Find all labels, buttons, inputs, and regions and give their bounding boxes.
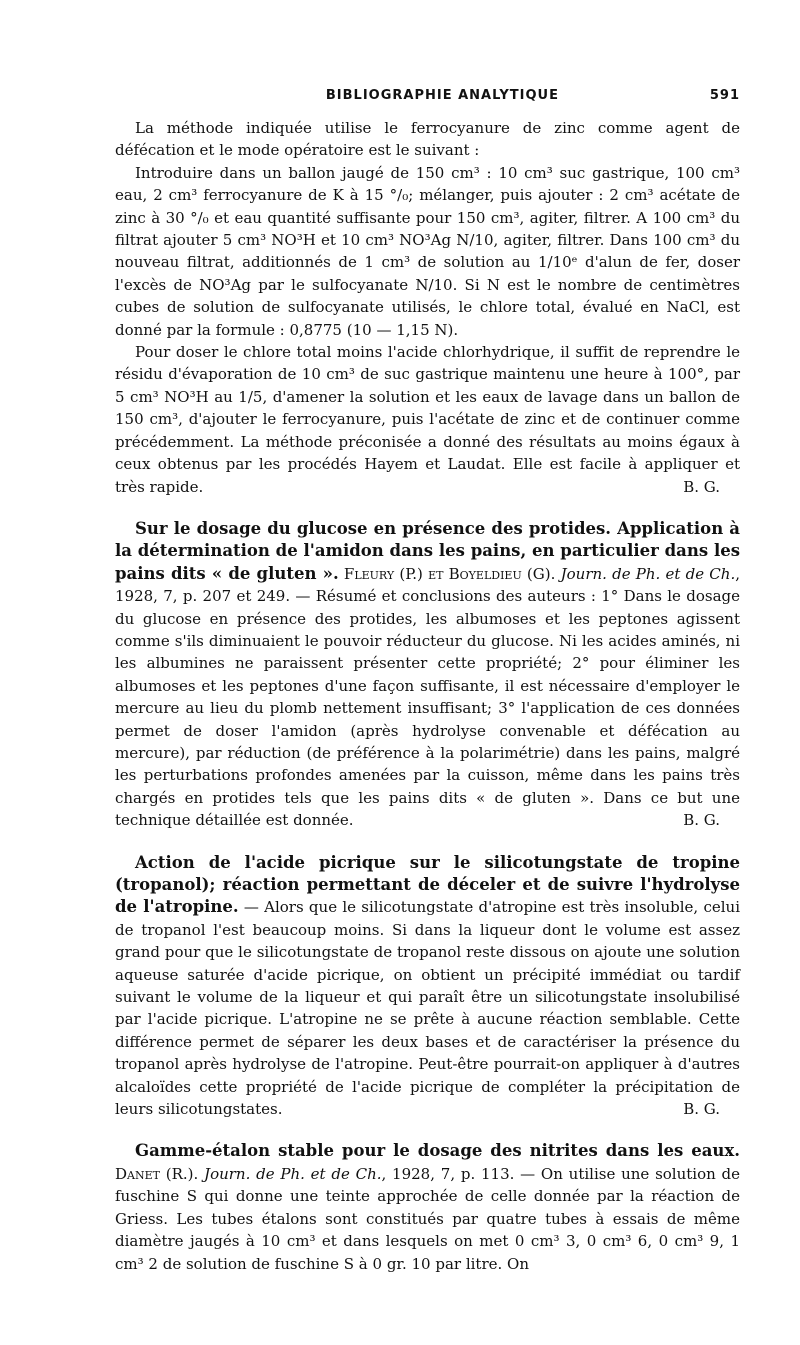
document-page xyxy=(115,88,740,1275)
authors: Fleury (P.) et Boyeldieu (G). xyxy=(343,564,556,583)
paragraph-procedure: Introduire dans un ballon jaugé de 150 cm³ : 10 cm³ suc gastrique, 100 cm³ eau, 2 cm³ ferrocyanure de K à 15 °/₀; mélanger, puis ajouter : 2 cm³ acétate de zinc à 30 °/₀ et eau quantité suffisante pour 150 cm³, agiter, filtrer. A 100 cm³ du filtrat ajouter 5 cm³ NO³H et 10 cm³ NO³Ag N/10, agiter, filtrer. Dans 100 cm³ du nouveau filtrat, additionnés de 1 cm³ de solution au 1/10ᵉ d'alun de fer, doser l'excès de NO³Ag par le sulfocyanate N/10. Si N est le nombre de centimètres cubes de solution de sulfocyanate utilisés, le chlore total, évalué en NaCl, est donné par la formule : 0,8775 (10 — 1,15 N). xyxy=(115,163,740,339)
paragraph-total-chlorine xyxy=(115,341,740,498)
abstract-picric-acid xyxy=(115,852,740,1121)
paragraph-total-chlorine-text: Pour doser le chlore total moins l'acide chlorhydrique, il suffit de reprendre le résidu d'évaporation de 10 cm³ de suc gastrique maintenu une heure à 100°, par 5 cm³ NO³H au 1/5, d'amener la solution et les eaux de lavage dans un ballon de 150 cm³, d'ajouter le ferrocyanure, puis l'acétate de zinc et de continuer comme précédemment. La méthode préconisée a donné des résultats au moins égaux à ceux obtenus par les procédés Hayem et Laudat. Elle est facile à appliquer et très rapide. xyxy=(115,343,740,496)
abstract-glucose xyxy=(115,518,740,832)
running-header xyxy=(115,88,740,103)
abstract-nitrites-body xyxy=(115,1140,740,1274)
abstract-text: , 1928, 7, p. 113. — On utilise une solution de fuschine S qui donne une teinte approchée de celle donnée par la réaction de Griess. Les tubes étalons sont constitués par quatre tubes à essais de même diamètre jaugés à 10 cm³ et dans lesquels on met 0 cm³ 3, 0 cm³ 6, 0 cm³ 9, 1 cm³ 2 de solution de fuschine S à 0 gr. 10 par litre. On xyxy=(115,1164,741,1273)
running-title: BIBLIOGRAPHIE ANALYTIQUE xyxy=(325,88,559,103)
abstract-glucose-body xyxy=(115,518,740,832)
abstract-title: Sur le dosage du glucose en présence des protides. Application à la détermination de l'amidon dans les pains, en particulier dans les pains dits « de gluten ». xyxy=(115,518,740,583)
abstract-picric-body xyxy=(115,852,740,1121)
signature: B. G. xyxy=(683,477,720,496)
paragraph-method-intro: La méthode indiquée utilise le ferrocyanure de zinc comme agent de défécation et le mode opératoire est le suivant : xyxy=(115,119,740,160)
abstract-title: Action de l'acide picrique sur le silicotungstate de tropine (tropanol); réaction permettant de déceler et de suivre l'hydrolyse de l'atropine. xyxy=(115,852,740,917)
signature: B. G. xyxy=(683,811,720,830)
abstract-text: , 1928, 7, p. 207 et 249. — Résumé et conclusions des auteurs : 1° Dans le dosage du glucose en présence des protides, les albumoses et les peptones agissent comme s'ils diminuaient le pouvoir réducteur du glucose. Ni les acides aminés, ni les albumines ne paraissent présenter cette propriété; 2° pour éliminer les albumoses et les peptones d'une façon suffisante, il est nécessaire d'employer le mercure au lieu du plomb nettement insuffisant; 3° l'application de ces données permet de doser l'amidon (après hydrolyse convenable et défécation au mercure), par réduction (de préférence à la polarimétrie) dans les pains, malgré les perturbations profondes amenées par la cuisson, même dans les pains très chargés en protides tels que les pains dits « de gluten ». Dans ce but une technique détaillée est donnée. xyxy=(115,564,740,830)
journal-name: Journ. de Ph. et de Ch. xyxy=(198,1164,382,1183)
page-number: 591 xyxy=(709,88,740,103)
abstract-text: — Alors que le silicotungstate d'atropine est très insoluble, celui de tropanol l'est beaucoup moins. Si dans la liqueur dont le volume est assez grand pour que le silicotungstate de tropanol reste dissous on ajoute une solution aqueuse saturée d'acide picrique, on obtient un précipité immédiat ou tardif suivant le volume de la liqueur et qui paraît être un silicotungstate insolubilisé par l'acide picrique. L'atropine ne se prête à aucune réaction semblable. Cette différence permet de séparer les deux bases et de caractériser la présence du tropanol après hydrolyse de l'atropine. Peut-être pourrait-on appliquer à d'autres alcaloïdes cette propriété de l'acide picrique de compléter la précipitation de leurs silicotungstates. xyxy=(115,898,740,1119)
journal-name: Journ. de Ph. et de Ch. xyxy=(560,564,736,583)
abstract-nitrites xyxy=(115,1140,740,1274)
authors: Danet (R.). xyxy=(115,1164,199,1183)
abstract-title: Gamme-étalon stable pour le dosage des nitrites dans les eaux. xyxy=(135,1141,740,1161)
signature: B. G. xyxy=(683,1100,720,1119)
